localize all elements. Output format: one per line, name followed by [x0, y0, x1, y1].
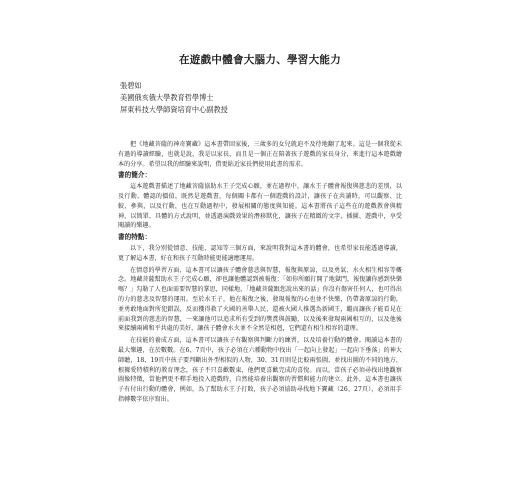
- author-name: 張碧如: [120, 81, 142, 90]
- document-title: 在遊戲中體會大腦力、學習大能力: [179, 54, 341, 66]
- features-paragraph: 在情意的學習方面，這本書可以讓孩子體會慈悲與智慧，報復與原諒，以及勇氣、水火相生相容等概念。地藏菩薩幫助水王子完成心願，卻也讓他體認到被報復：「如你所願打開了地獄門，報復讓你感到快樂嗎？」勾勒了人也面需要智慧的掌思，同樣地，「地藏菩薩跟您說出來的話」你沒有傷害任何人，也可得出的力的慈悲及智慧的運用。至於水王子，他在報復之後，發現報復的心也並不快樂，仍帶著原諒的行動，並勇敢地面對所犯錯誤，反而獲得救了火國的善舉人民，還被火國人推選為新國王，繼而讓孩子能看見在前面我到的慈悲的智慧，一來讓他可以追求所有受到的獎賞與鼓勵，以及後來發現兩國相互的，以及他後來接續兩國和平共處的美好，讓孩子體會水火並不全然是相剋，它們還有相生相容的道理。: [118, 266, 402, 333]
- section-heading-intro: 書的簡介：: [118, 171, 152, 180]
- section-heading-features: 書的特點：: [118, 233, 152, 242]
- book-intro-paragraph: 這本遊戲書描述了地藏菩薩協助水王子完成心願，並在過程中，讓水王子體會報復與慈悲的差別，以及行動、體認的價值。既然是遊戲書，每個關卡都有一個遊戲的設計，讓孩子在共讀時，可以觀察、比較、參與，以及行動，也在互動過程中，發展相關的態度與知能。這本書將孩子這些在的遊戲教會與精神，以簡單、具體的方式說明，並透過演戲效果的潛移默化，讓孩子在精緻的文字、插圖、遊戲中，享受閱讀的樂趣。: [118, 183, 402, 230]
- features-paragraph: 在技能的養成方面，這本書可以讓孩子有觀察與判斷力的練習，以及培養行動的體會。閱讀這本書的最大樂趣，在於數數。在6、7頁中，孩子必須在六種動物中找出「一起向上發起」一起向下垂落」的神大師聽，18、19頁中孩子要判斷出外型相似的人物，30、31頁則是比較兩張圖，並找出圖的不同的地方，根據愛特積利的教育理念，孩子不只喜歡數東，他們更喜歡完成的喜悅。而以，當孩子必須尋找出地觀察圖像特徵，當他們更不釋手地投入遊戲時，自然能培養出觀察的習慣與能力的建立。此外，這本書也讓孩子有付出行動的體會，例如，為了幫助水王子打敗，孩子必須協助尋找地下寶藏（26、27頁），必須用手指轉數字依序寫出。: [118, 337, 402, 403]
- intro-paragraph: 把《地藏菩薩的神奇寶藏》這本書帶回家後，三歲多的女兒就迫不及待地翻了起來。這是一個我從未有過的導讀經驗，也就是說，我是以家長，而且是一個正在陪著孩子遊戲的家長身分，來進行這本遊戲繪本的分享。希望以我的經驗來說明，借更貼近家長們使用此書的需求。: [118, 141, 402, 168]
- features-paragraph: 以下，我分別從情意、技能、認知等三個方面，來說明我對這本書的體會，也希望家長能透過導讀，更了解這本書，好在和孩子互動時能更能適應運用。: [118, 244, 402, 262]
- article-body: [118, 140, 402, 407]
- author-block: [120, 80, 228, 116]
- author-affiliation-1: 美國俄亥俄大學教育哲學博士: [120, 93, 214, 102]
- author-affiliation-2: 屏東科技大學師資培育中心副教授: [120, 105, 228, 114]
